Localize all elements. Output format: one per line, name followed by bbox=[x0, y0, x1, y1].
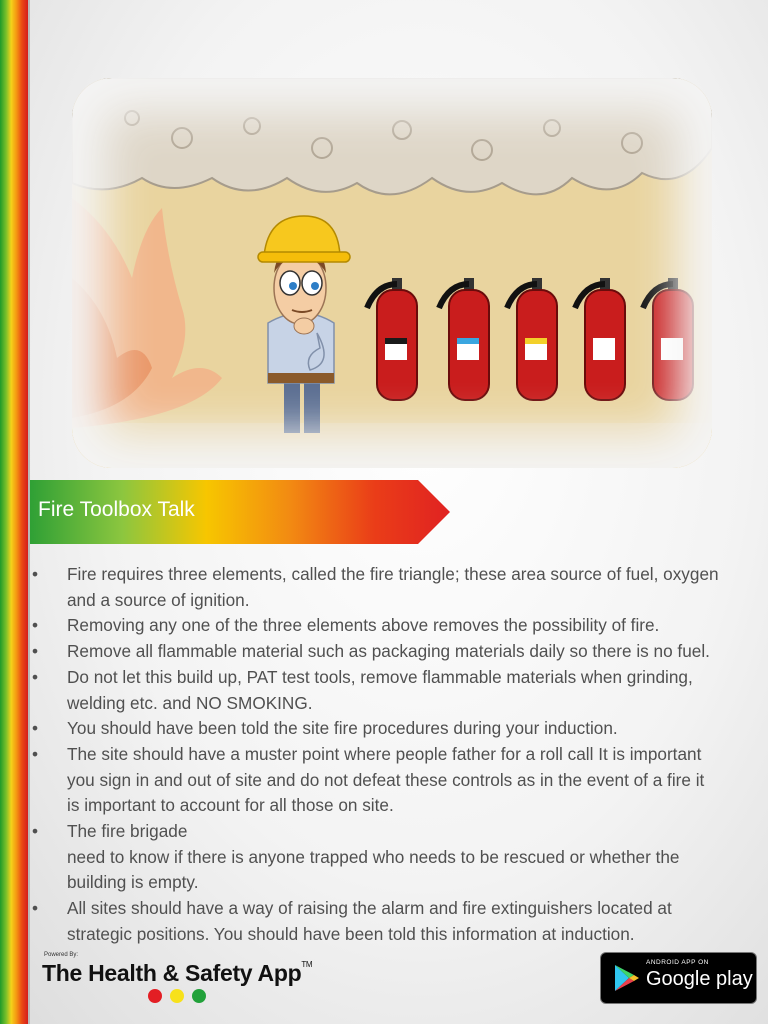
brand-logo-text bbox=[42, 960, 312, 987]
bullet-list bbox=[30, 562, 765, 948]
side-gradient-stripe bbox=[0, 0, 28, 1024]
bullet-line: The fire brigade bbox=[67, 821, 188, 842]
google-play-badge[interactable] bbox=[600, 952, 757, 1004]
red-light-icon bbox=[148, 989, 162, 1003]
brand-name: The Health & Safety App bbox=[42, 960, 302, 986]
green-light-icon bbox=[192, 989, 206, 1003]
play-store-icon bbox=[611, 963, 641, 993]
bullet-item bbox=[30, 896, 765, 947]
bullet-item bbox=[30, 716, 765, 742]
bullet-line: Fire requires three elements, called the fire triangle; these area source of fuel, oxygen bbox=[67, 564, 719, 584]
bullet-dot-icon: • bbox=[32, 718, 39, 739]
fire-safety-illustration bbox=[72, 78, 712, 468]
bullet-item bbox=[30, 613, 765, 639]
bullet-line: All sites should have a way of raising the alarm and fire extinguishers located at bbox=[67, 898, 672, 919]
bullet-item bbox=[30, 665, 765, 716]
bullet-item bbox=[30, 562, 765, 613]
bullet-line: The site should have a muster point where people father for a roll call It is important bbox=[67, 743, 702, 764]
bullet-dot-icon: • bbox=[32, 641, 39, 662]
page-title: Fire Toolbox Talk bbox=[38, 498, 195, 521]
bullet-line: is important to account for all those on site. bbox=[67, 795, 394, 816]
bullet-line: building is empty. bbox=[67, 872, 199, 893]
bullet-line: Do not let this build up, PAT test tools, remove flammable materials when grinding, bbox=[67, 666, 693, 687]
yellow-light-icon bbox=[170, 989, 184, 1003]
bullet-line: Remove all flammable material such as packaging materials daily so there is no fuel. bbox=[67, 641, 710, 662]
trademark-mark: TM bbox=[301, 960, 313, 969]
bullet-line: and a source of ignition. bbox=[67, 589, 250, 610]
bullet-dot-icon: • bbox=[32, 666, 39, 687]
bullet-dot-icon: • bbox=[32, 615, 39, 636]
bullet-dot-icon: • bbox=[32, 898, 39, 919]
bullet-line: you sign in and out of site and do not defeat these controls as in the event of a fire it bbox=[67, 769, 705, 790]
bullet-line: strategic positions. You should have been told this information at induction. bbox=[67, 923, 635, 944]
bullet-dot-icon: • bbox=[32, 564, 39, 584]
bullet-line: Removing any one of the three elements above removes the possibility of fire. bbox=[67, 615, 660, 636]
bullet-line: need to know if there is anyone trapped who needs to be rescued or whether the bbox=[67, 846, 680, 867]
bullet-dot-icon: • bbox=[32, 743, 39, 764]
bullet-item bbox=[30, 819, 765, 896]
store-badge-caption: ANDROID APP ON bbox=[646, 959, 709, 966]
bullet-item bbox=[30, 742, 765, 819]
bullet-dot-icon: • bbox=[32, 821, 39, 842]
bullet-line: You should have been told the site fire procedures during your induction. bbox=[67, 718, 618, 739]
traffic-lights-logo bbox=[148, 989, 206, 1003]
bullet-line: welding etc. and NO SMOKING. bbox=[67, 692, 313, 713]
store-badge-name: Google play bbox=[646, 968, 753, 990]
powered-by-label: Powered By: bbox=[44, 952, 79, 958]
bullet-item bbox=[30, 639, 765, 665]
